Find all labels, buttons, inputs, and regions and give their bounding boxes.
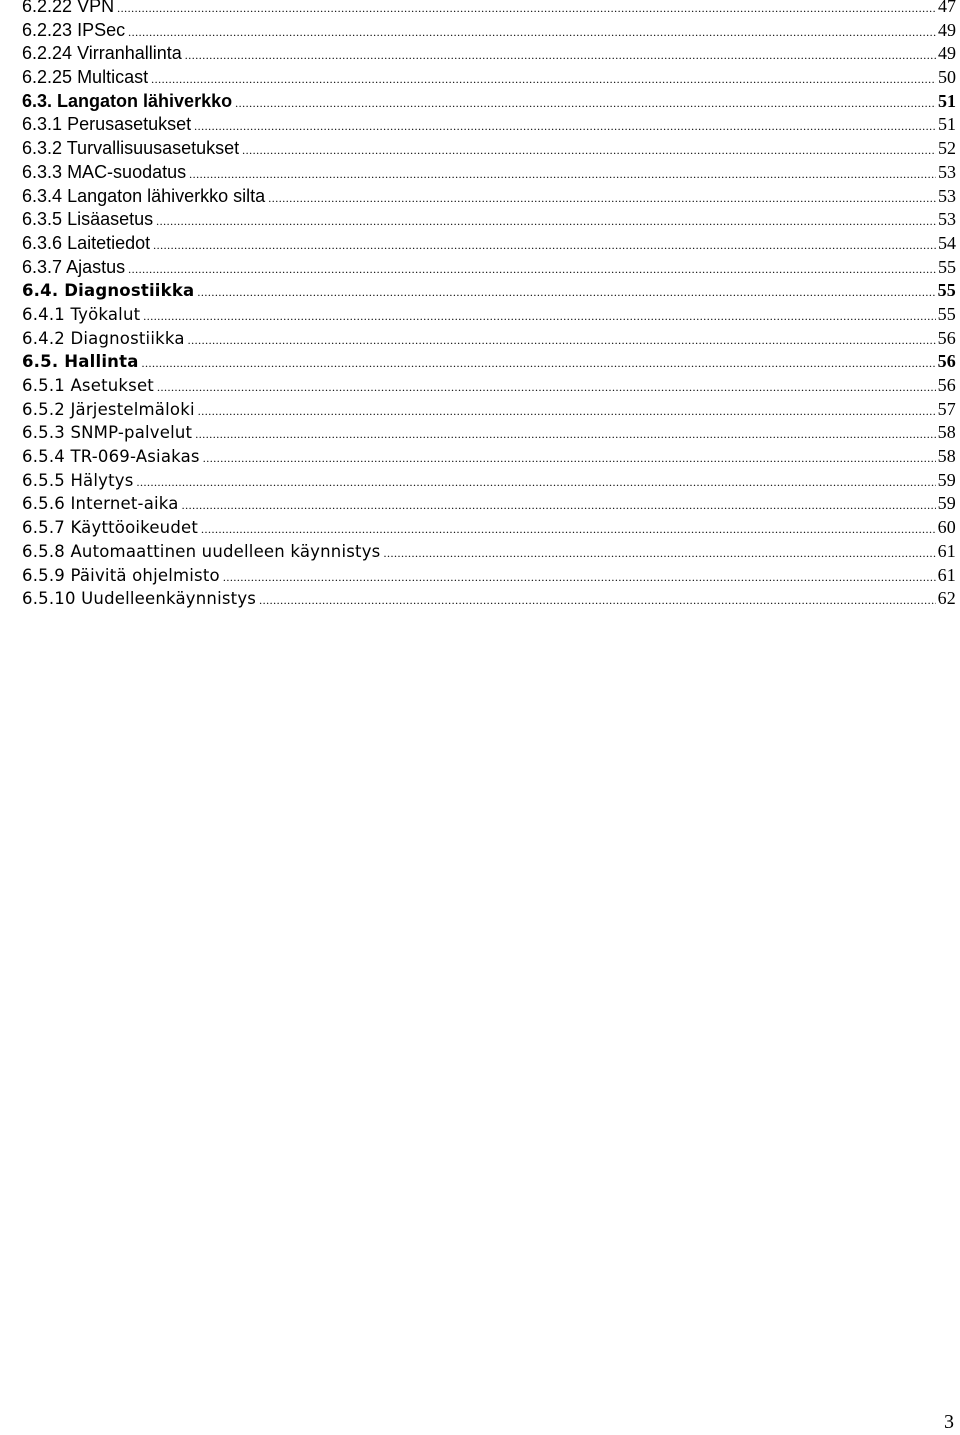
toc-entry-heading: Käyttöoikeudet: [70, 518, 199, 538]
toc-entry[interactable]: [22, 421, 956, 445]
dot-leader: [195, 423, 935, 447]
toc-entry[interactable]: [22, 445, 956, 469]
toc-entry-number: 6.5.2: [22, 399, 65, 419]
toc-entry[interactable]: [22, 113, 956, 137]
toc-entry[interactable]: [22, 90, 956, 114]
toc-entry-heading: Järjestelmäloki: [70, 399, 195, 419]
toc-entry[interactable]: [22, 208, 956, 232]
dot-leader: [185, 44, 936, 68]
toc-entry-title: [22, 421, 192, 445]
toc-entry-title: [22, 327, 185, 351]
toc-entry-number: 6.5.: [22, 352, 59, 372]
toc-entry-number: 6.3.2: [22, 138, 63, 159]
toc-entry-page: 59: [937, 493, 956, 514]
toc-entry-heading: Hallinta: [64, 352, 139, 372]
toc-entry-heading: SNMP-palvelut: [70, 423, 193, 443]
toc-entry[interactable]: [22, 161, 956, 185]
toc-entry-page: 62: [937, 588, 956, 609]
toc-entry-number: 6.2.22: [22, 0, 73, 16]
toc-entry-page: 55: [937, 280, 956, 301]
toc-entry-number: 6.3.7: [22, 256, 63, 277]
toc-entry-heading: Laitetiedot: [67, 232, 151, 253]
toc-entry-page: 49: [938, 43, 956, 64]
toc-entry-heading: Ajastus: [66, 256, 126, 277]
toc-entry-number: 6.3.5: [22, 209, 63, 230]
toc-entry-page: 53: [938, 161, 956, 182]
toc-entry-title: [22, 564, 220, 588]
dot-leader: [194, 115, 936, 139]
toc-entry-number: 6.5.1: [22, 376, 65, 395]
toc-entry-page: 56: [937, 375, 956, 395]
toc-entry-title: [22, 279, 194, 303]
toc-entry[interactable]: [22, 469, 956, 493]
toc-entry[interactable]: [22, 137, 956, 161]
toc-entry-title: [22, 19, 125, 43]
toc-entry-heading: Diagnostiikka: [64, 281, 195, 301]
dot-leader: [203, 447, 936, 471]
toc-entry-number: 6.5.8: [22, 541, 65, 561]
toc-entry-page: 54: [938, 232, 956, 253]
toc-entry-page: 57: [937, 398, 956, 419]
toc-entry-number: 6.5.5: [22, 470, 65, 490]
toc-entry[interactable]: [22, 492, 956, 516]
toc-entry-heading: VPN: [77, 0, 115, 16]
toc-entry-page: 47: [938, 0, 956, 16]
toc-entry[interactable]: [22, 232, 956, 256]
toc-entry-number: 6.5.9: [22, 565, 65, 585]
toc-entry-page: 50: [938, 67, 956, 88]
toc-entry-heading: Automaattinen uudelleen käynnistys: [70, 541, 381, 561]
dot-leader: [201, 518, 936, 542]
dot-leader: [182, 494, 936, 518]
dot-leader: [117, 0, 936, 21]
toc-entry[interactable]: [22, 564, 956, 588]
dot-leader: [197, 281, 935, 305]
toc-entry-page: 56: [937, 351, 956, 372]
toc-entry-page: 59: [937, 469, 956, 490]
toc-entry[interactable]: [22, 279, 956, 303]
toc-entry-page: 53: [938, 185, 956, 206]
toc-entry-page: 53: [938, 209, 956, 230]
toc-entry[interactable]: [22, 42, 956, 66]
toc-entry-page: 52: [938, 138, 956, 159]
toc-entry-heading: MAC-suodatus: [67, 161, 187, 182]
toc-entry-title: [22, 303, 140, 327]
toc-entry-heading: Virranhallinta: [77, 43, 182, 64]
toc-entry-number: 6.3.4: [22, 185, 63, 206]
toc-entry-number: 6.3.3: [22, 161, 63, 182]
dot-leader: [156, 210, 936, 234]
toc-entry-heading: Perusasetukset: [67, 114, 192, 135]
dot-leader: [153, 234, 936, 258]
toc-entry[interactable]: [22, 0, 956, 19]
toc-entry-title: [22, 90, 232, 114]
toc-entry-title: [22, 516, 198, 540]
toc-entry-page: 49: [938, 19, 956, 40]
toc-entry[interactable]: [22, 516, 956, 540]
toc-entry-page: 58: [937, 446, 956, 467]
toc-entry-title: [22, 374, 154, 398]
toc-entry-number: 6.2.25: [22, 67, 73, 88]
dot-leader: [143, 305, 935, 329]
toc-entry-page: 61: [937, 564, 956, 585]
toc-entry-page: 61: [937, 540, 956, 561]
toc-entry-title: [22, 66, 148, 90]
toc-entry-number: 6.3.6: [22, 232, 63, 253]
toc-entry-title: [22, 469, 134, 493]
dot-leader: [188, 329, 936, 353]
dot-leader: [151, 68, 936, 92]
dot-leader: [157, 376, 936, 400]
toc-entry[interactable]: [22, 540, 956, 564]
toc-entry-title: [22, 161, 186, 185]
page-number: 3: [944, 1411, 954, 1433]
dot-leader: [235, 92, 936, 116]
toc-entry-heading: Asetukset: [70, 376, 154, 395]
toc-entry-number: 6.5.7: [22, 518, 65, 538]
toc-entry-title: [22, 398, 195, 422]
toc-entry[interactable]: [22, 19, 956, 43]
toc-entry-page: 55: [938, 256, 956, 277]
dot-leader: [268, 187, 936, 211]
dot-leader: [383, 542, 935, 566]
toc-entry-heading: TR-069-Asiakas: [70, 447, 200, 467]
toc-entry-title: [22, 445, 200, 469]
toc-entry-heading: Diagnostiikka: [70, 328, 185, 348]
toc-entry[interactable]: [22, 374, 956, 398]
toc-entry[interactable]: [22, 327, 956, 351]
toc-entry[interactable]: [22, 66, 956, 90]
toc-entry-title: [22, 185, 265, 209]
toc-entry-number: 6.4.: [22, 281, 59, 301]
toc-entry-page: 58: [937, 422, 956, 443]
toc-entry-number: 6.3.: [22, 90, 53, 111]
dot-leader: [198, 400, 936, 424]
dot-leader: [142, 352, 936, 376]
dot-leader: [242, 139, 936, 163]
dot-leader: [259, 589, 935, 613]
toc-entry-heading: Internet-aika: [70, 494, 179, 514]
toc-entry-title: [22, 137, 239, 161]
toc-entry-heading: Multicast: [77, 67, 149, 88]
toc-entry-title: [22, 232, 150, 256]
toc-entry-heading: Hälytys: [70, 470, 134, 490]
toc-entry-title: [22, 42, 182, 66]
toc-entry-title: [22, 256, 125, 280]
toc-entry-number: 6.4.2: [22, 328, 65, 348]
toc-entry[interactable]: [22, 398, 956, 422]
toc-entry-heading: Työkalut: [70, 304, 141, 324]
toc-entry[interactable]: [22, 587, 956, 611]
toc-entry-number: 6.5.6: [22, 494, 65, 514]
dot-leader: [223, 566, 936, 590]
toc-entry-number: 6.2.23: [22, 19, 73, 40]
toc-entry-heading: Päivitä ohjelmisto: [70, 565, 220, 585]
toc-entry-title: [22, 0, 114, 19]
toc-entry[interactable]: [22, 256, 956, 280]
toc-entry-title: [22, 113, 191, 137]
table-of-contents: [22, 0, 956, 611]
toc-entry-number: 6.2.24: [22, 43, 73, 64]
toc-entry[interactable]: [22, 350, 956, 374]
toc-entry-title: [22, 350, 139, 374]
toc-entry-heading: Uudelleenkäynnistys: [81, 589, 257, 609]
dot-leader: [128, 21, 936, 45]
toc-entry-title: [22, 208, 153, 232]
dot-leader: [137, 471, 936, 495]
toc-entry-heading: Langaton lähiverkko silta: [67, 185, 266, 206]
toc-entry-heading: Lisäasetus: [67, 209, 154, 230]
toc-entry-number: 6.5.10: [22, 589, 76, 609]
toc-entry[interactable]: [22, 185, 956, 209]
toc-entry-page: 55: [937, 303, 956, 324]
toc-entry[interactable]: [22, 303, 956, 327]
toc-entry-heading: IPSec: [77, 19, 126, 40]
toc-entry-number: 6.3.1: [22, 114, 63, 135]
toc-entry-heading: Langaton lähiverkko: [57, 90, 233, 111]
dot-leader: [189, 163, 936, 187]
toc-entry-title: [22, 492, 179, 516]
toc-entry-number: 6.4.1: [22, 304, 65, 324]
toc-entry-number: 6.5.3: [22, 423, 65, 443]
toc-entry-number: 6.5.4: [22, 447, 65, 467]
toc-entry-title: [22, 540, 380, 564]
toc-entry-heading: Turvallisuusasetukset: [66, 138, 240, 159]
toc-entry-page: 56: [937, 327, 956, 348]
toc-entry-page: 60: [937, 517, 956, 538]
toc-entry-page: 51: [938, 114, 956, 135]
toc-entry-page: 51: [938, 90, 956, 111]
toc-entry-title: [22, 587, 256, 611]
dot-leader: [128, 258, 936, 282]
